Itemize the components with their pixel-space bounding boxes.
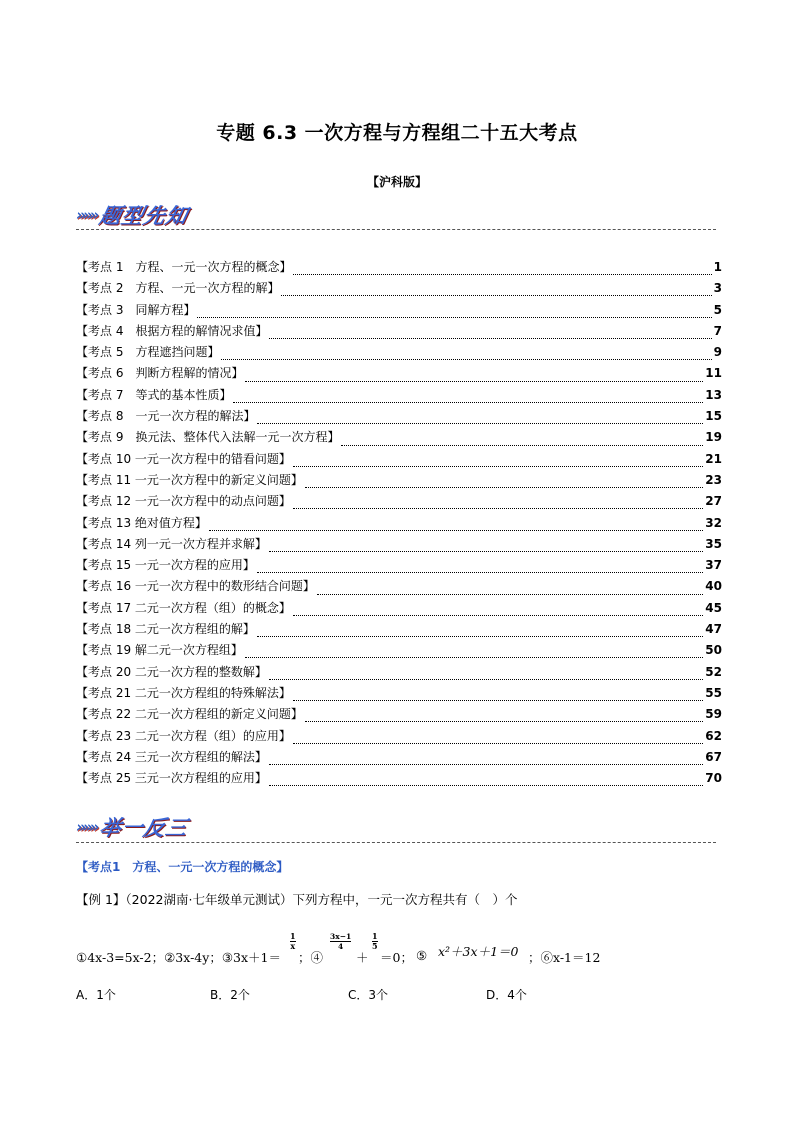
toc-page-number: 9 [713, 345, 722, 360]
toc-entry-label: 【考点 1 方程、一元一次方程的概念】 [76, 260, 292, 274]
toc-page-number: 19 [705, 430, 722, 445]
toc-leader-dots [269, 671, 703, 680]
toc-leader-dots [305, 479, 703, 488]
toc-leader-dots [269, 543, 703, 552]
toc-leader-dots [293, 735, 703, 744]
table-of-contents [76, 258, 722, 790]
toc-entry-label: 【考点 16 一元一次方程中的数形结合问题】 [76, 579, 315, 594]
toc-leader-dots [317, 586, 703, 595]
toc-entry-label: 【考点 9 换元法、整体代入法解一元一次方程】 [76, 430, 340, 445]
toc-entry-label: 【考点 15 一元一次方程的应用】 [76, 558, 255, 573]
option-c: C．3个 [348, 988, 389, 1002]
toc-leader-dots [305, 713, 703, 722]
toc-entry-label: 【考点 13 绝对值方程】 [76, 515, 207, 530]
toc-entry[interactable] [76, 471, 722, 492]
equation-4-prefix: ；④ [298, 950, 324, 965]
toc-entry-label: 【考点 22 二元一次方程组的新定义问题】 [76, 707, 303, 722]
banner-title: 题型先知 [97, 204, 191, 228]
toc-entry[interactable] [76, 322, 722, 343]
toc-leader-dots [197, 309, 711, 318]
toc-leader-dots [293, 500, 703, 509]
toc-entry-label: 【考点 10 一元一次方程中的错看问题】 [76, 451, 291, 466]
toc-entry[interactable] [76, 599, 722, 620]
toc-entry-label: 【考点 18 二元一次方程组的解】 [76, 622, 255, 637]
fraction-numerator: 3x−1 [330, 932, 352, 941]
toc-entry[interactable] [76, 641, 722, 662]
equation-5-prefix: ⑤ [416, 948, 428, 963]
toc-leader-dots [269, 756, 703, 765]
toc-entry[interactable] [76, 684, 722, 705]
toc-entry[interactable] [76, 386, 722, 407]
toc-leader-dots [209, 522, 703, 531]
toc-page-number: 37 [705, 558, 722, 573]
plus-sign: ＋ [356, 950, 369, 965]
toc-leader-dots [293, 607, 703, 616]
banner-arrows-icon: »»» [76, 206, 97, 224]
toc-entry-label: 【考点 7 等式的基本性质】 [76, 387, 232, 402]
toc-entry-label: 【考点 24 三元一次方程组的解法】 [76, 749, 267, 764]
toc-page-number: 32 [705, 515, 722, 530]
option-a: A．1个 [76, 988, 116, 1002]
toc-leader-dots [341, 437, 703, 446]
toc-entry-label: 【考点 5 方程遮挡问题】 [76, 345, 220, 360]
toc-entry[interactable] [76, 769, 722, 790]
toc-page-number: 1 [713, 260, 722, 274]
toc-entry-label: 【考点 19 解二元一次方程组】 [76, 643, 243, 658]
toc-entry[interactable] [76, 301, 722, 322]
toc-entry[interactable] [76, 727, 722, 748]
toc-page-number: 5 [713, 302, 722, 317]
toc-entry[interactable] [76, 514, 722, 535]
edition-label: 【沪科版】 [366, 175, 427, 189]
toc-leader-dots [293, 266, 711, 275]
toc-entry-label: 【考点 12 一元一次方程中的动点问题】 [76, 494, 291, 509]
document-title: 专题 6.3 一次方程与方程组二十五大考点 [216, 122, 578, 144]
equation-6: ；⑥x-1＝12 [528, 950, 601, 965]
toc-leader-dots [293, 692, 703, 701]
toc-page-number: 67 [705, 749, 722, 764]
toc-page-number: 35 [705, 536, 722, 551]
toc-page-number: 3 [713, 281, 722, 296]
toc-entry-label: 【考点 23 二元一次方程（组）的应用】 [76, 728, 291, 743]
equation-5-body: x²＋3x＋1＝0 [438, 944, 519, 959]
toc-page-number: 40 [705, 579, 722, 594]
toc-page-number: 59 [705, 707, 722, 722]
toc-entry-label: 【考点 11 一元一次方程中的新定义问题】 [76, 472, 303, 487]
section-banner-preview [76, 200, 191, 230]
divider-line [76, 842, 716, 843]
toc-page-number: 27 [705, 494, 722, 509]
toc-page-number: 70 [705, 771, 722, 786]
toc-leader-dots [257, 415, 703, 424]
toc-leader-dots [293, 458, 703, 467]
toc-leader-dots [269, 777, 703, 786]
toc-entry[interactable] [76, 577, 722, 598]
toc-entry[interactable] [76, 343, 722, 364]
toc-entry-label: 【考点 21 二元一次方程组的特殊解法】 [76, 685, 291, 700]
example-question: 【例 1】（2022湖南·七年级单元测试）下列方程中，一元一次方程共有（ ）个 [76, 892, 518, 907]
banner-arrows-icon: »»» [76, 818, 97, 836]
toc-entry-label: 【考点 4 根据方程的解情况求值】 [76, 323, 268, 338]
fraction-1-over-x [290, 932, 296, 951]
toc-entry[interactable] [76, 407, 722, 428]
toc-entry[interactable] [76, 556, 722, 577]
toc-page-number: 62 [705, 728, 722, 743]
fraction-numerator: 1 [290, 931, 296, 941]
key-point-heading: 【考点1 方程、一元一次方程的概念】 [76, 860, 289, 874]
toc-leader-dots [233, 394, 703, 403]
toc-entry[interactable] [76, 428, 722, 449]
equation-list [76, 932, 716, 972]
fraction-denominator: 5 [372, 941, 378, 951]
fraction-1-over-5 [372, 932, 378, 951]
toc-page-number: 50 [705, 643, 722, 658]
equation-4-tail: ＝0； [380, 950, 413, 965]
toc-entry-label: 【考点 25 三元一次方程组的应用】 [76, 771, 267, 786]
toc-page-number: 11 [705, 366, 722, 381]
toc-entry[interactable] [76, 492, 722, 513]
toc-leader-dots [269, 330, 711, 339]
toc-entry[interactable] [76, 748, 722, 769]
toc-page-number: 7 [713, 323, 722, 338]
toc-page-number: 52 [705, 664, 722, 679]
banner-title: 举一反三 [97, 816, 191, 840]
toc-entry[interactable] [76, 705, 722, 726]
toc-entry[interactable] [76, 663, 722, 684]
toc-page-number: 23 [705, 472, 722, 487]
toc-entry-label: 【考点 14 列一元一次方程并求解】 [76, 536, 267, 551]
toc-entry-label: 【考点 20 二元一次方程的整数解】 [76, 664, 267, 679]
fraction-denominator: 4 [337, 942, 344, 951]
divider-line [76, 229, 716, 230]
option-b: B．2个 [210, 988, 250, 1002]
toc-page-number: 47 [705, 622, 722, 637]
toc-leader-dots [257, 628, 703, 637]
toc-entry-label: 【考点 2 方程、一元一次方程的解】 [76, 281, 280, 296]
toc-entry[interactable] [76, 535, 722, 556]
fraction-denominator: x [290, 941, 296, 951]
option-d: D．4个 [486, 988, 527, 1002]
toc-entry[interactable] [76, 258, 722, 279]
toc-page-number: 55 [705, 685, 722, 700]
toc-page-number: 21 [705, 451, 722, 466]
fraction-3x-1-over-4 [330, 932, 351, 951]
toc-entry-label: 【考点 8 一元一次方程的解法】 [76, 409, 256, 424]
equation-1-3: ①4x-3=5x-2；②3x-4y；③3x＋1＝ [76, 950, 281, 965]
toc-leader-dots [245, 373, 703, 382]
toc-page-number: 13 [705, 387, 722, 402]
toc-entry[interactable] [76, 450, 722, 471]
toc-page-number: 15 [705, 409, 722, 424]
toc-leader-dots [281, 287, 711, 296]
toc-entry-label: 【考点 3 同解方程】 [76, 302, 196, 317]
toc-entry-label: 【考点 17 二元一次方程（组）的概念】 [76, 600, 291, 615]
fraction-numerator: 1 [372, 931, 378, 941]
toc-page-number: 45 [705, 600, 722, 615]
toc-leader-dots [257, 564, 703, 573]
toc-leader-dots [221, 351, 711, 360]
toc-leader-dots [245, 649, 703, 658]
section-banner-practice [76, 812, 191, 842]
toc-entry-label: 【考点 6 判断方程解的情况】 [76, 366, 244, 381]
toc-entry[interactable] [76, 620, 722, 641]
toc-entry[interactable] [76, 279, 722, 300]
toc-entry[interactable] [76, 364, 722, 385]
